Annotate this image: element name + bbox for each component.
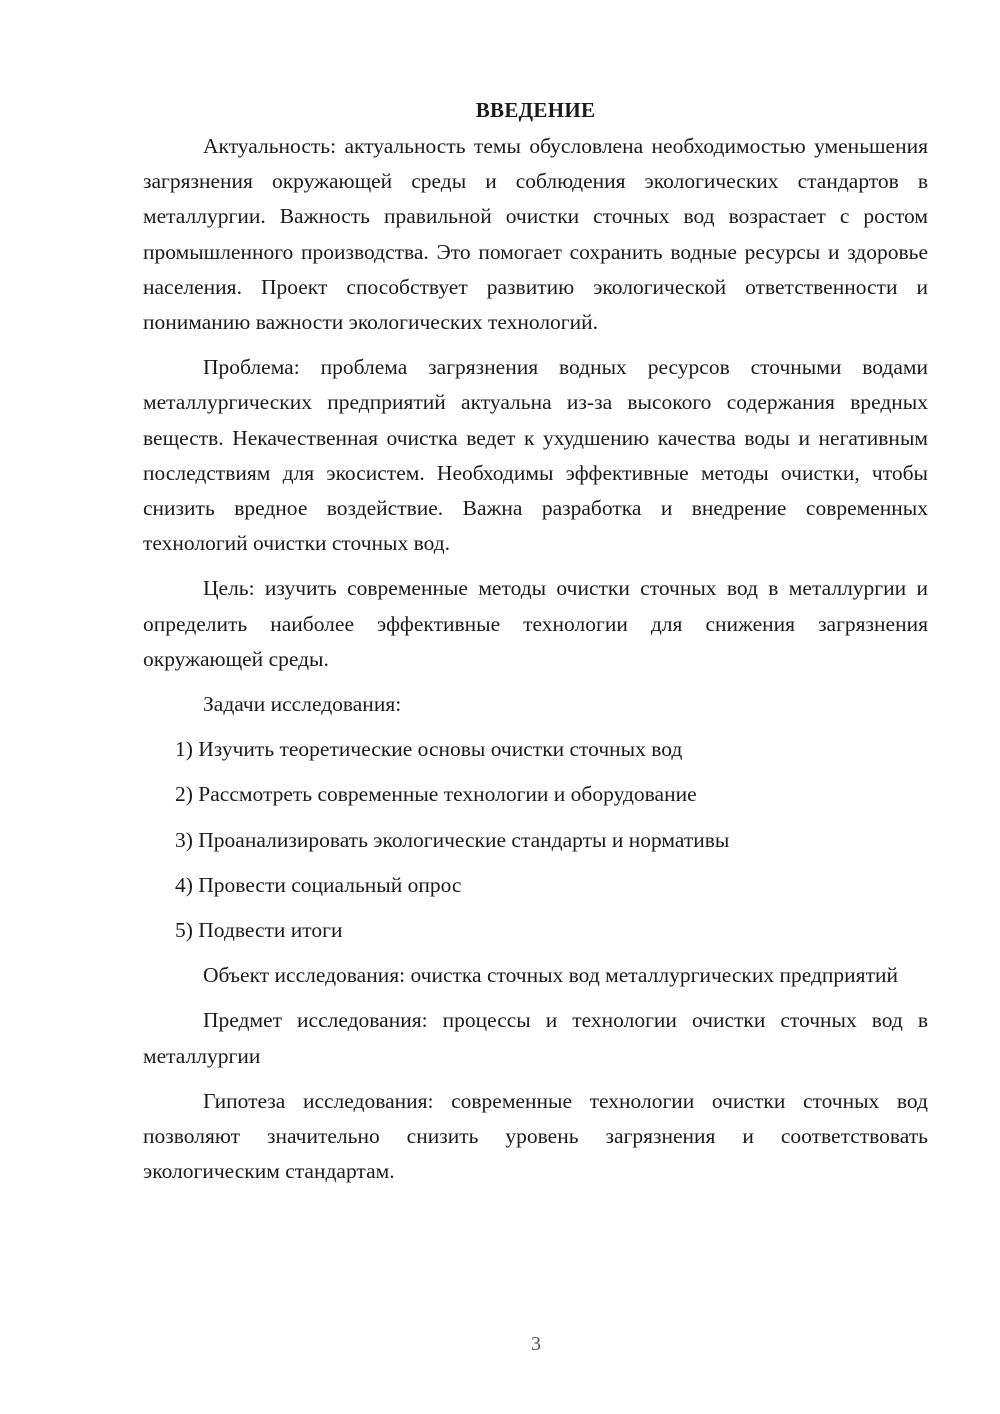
tasks-heading: Задачи исследования: — [203, 692, 402, 717]
task-item: 3) Проанализировать экологические стандарты и нормативы — [175, 827, 730, 852]
task-list — [143, 732, 928, 948]
task-item: 4) Провести социальный опрос — [175, 872, 462, 897]
paragraph-relevance: Актуальность: актуальность темы обусловлена необходимостью уменьшения загрязнения окружающей среды и соблюдения экологических стандартов в металлургии. Важность правильной очистки сточных вод возрастает с ростом промышленного производства. Это помогает сохранить водные ресурсы и здоровье населения. Проект способствует развитию экологической ответственности и пониманию важности экологических технологий. — [143, 134, 928, 335]
document-page — [143, 95, 928, 1199]
document-title: ВВЕДЕНИЕ — [475, 98, 596, 122]
task-item: 5) Подвести итоги — [175, 918, 343, 943]
paragraph-goal: Цель: изучить современные методы очистки сточных вод в металлургии и определить наиболее эффективные технологии для снижения загрязнения окружающей среды. — [143, 576, 928, 671]
paragraph-object: Объект исследования: очистка сточных вод металлургических предприятий — [203, 963, 898, 988]
paragraph-subject: Предмет исследования: процессы и технологии очистки сточных вод в металлургии — [143, 1008, 928, 1068]
task-item: 2) Рассмотреть современные технологии и оборудование — [175, 782, 697, 807]
task-item: 1) Изучить теоретические основы очистки сточных вод — [175, 737, 683, 762]
page-number: 3 — [531, 1333, 541, 1355]
paragraph-problem: Проблема: проблема загрязнения водных ресурсов сточными водами металлургических предприятий актуальна из-за высокого содержания вредных веществ. Некачественная очистка ведет к ухудшению качества воды и негативным последствиям для экосистем. Необходимы эффективные методы очистки, чтобы снизить вредное воздействие. Важна разработка и внедрение современных технологий очистки сточных вод. — [143, 355, 928, 556]
paragraph-hypothesis: Гипотеза исследования: современные технологии очистки сточных вод позволяют значительно снизить уровень загрязнения и соответствовать экологическим стандартам. — [143, 1088, 928, 1184]
